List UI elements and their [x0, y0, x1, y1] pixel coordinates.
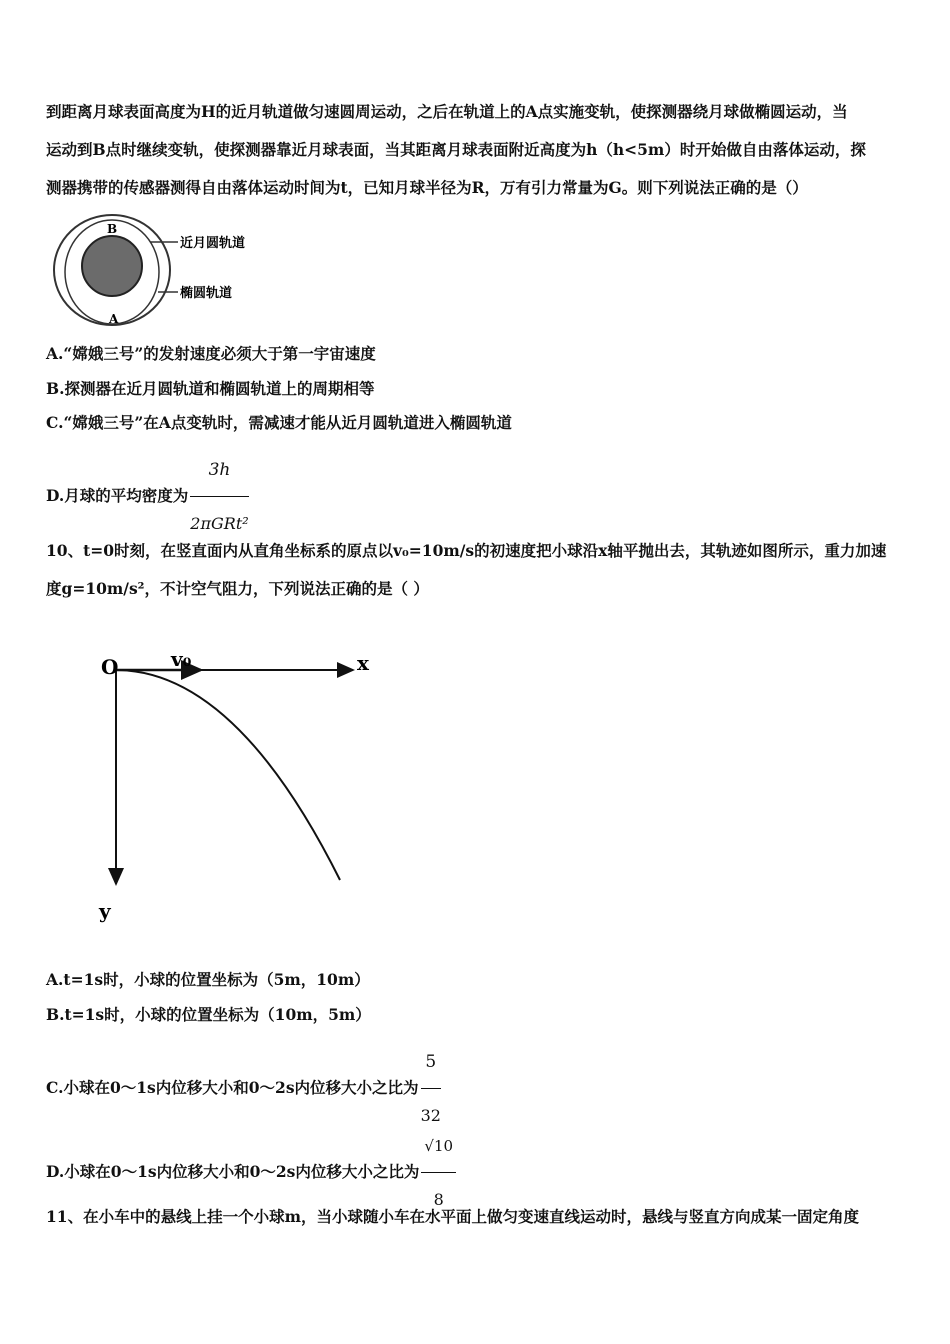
x-axis-label: x [357, 651, 369, 675]
trajectory-diagram [95, 640, 385, 935]
density-fraction [190, 446, 248, 548]
q9-option-c: C.“嫦娥三号”在A点变轨时，需减速才能从近月圆轨道进入椭圆轨道 [46, 413, 512, 432]
point-b-label: B [107, 222, 118, 236]
q9-option-d [46, 446, 908, 548]
fraction-denominator: 8 [433, 1190, 444, 1209]
orbit-diagram [46, 212, 256, 336]
trajectory-curve [116, 670, 340, 880]
q10-option-d-text: D.小球在0～1s内位移大小和0～2s内位移大小之比为 [46, 1162, 420, 1181]
q9-option-b: B.探测器在近月圆轨道和椭圆轨道上的周期相等 [46, 379, 375, 398]
moon-circle [82, 236, 142, 296]
q10-option-a: A.t=1s时，小球的位置坐标为（5m，10m） [46, 970, 370, 989]
q9-text-line-3: 测器携带的传感器测得自由落体运动时间为t，已知月球半径为R，万有引力常量为G。则下列说法正确的是（） [46, 178, 808, 197]
ellipse-orbit-label: 椭圆轨道 [180, 286, 233, 301]
v0-label: v₀ [171, 647, 192, 671]
point-a-label: A [109, 312, 119, 326]
q9-option-a: A.“嫦娥三号”的发射速度必须大于第一宇宙速度 [46, 344, 376, 363]
fraction-denominator: 32 [420, 1106, 441, 1125]
y-axis-label: y [99, 899, 111, 923]
near-orbit-label: 近月圆轨道 [180, 236, 246, 251]
q9-text-line-2: 运动到B点时继续变轨，使探测器靠近月球表面，当其距离月球表面附近高度为h（h<5m）时开始做自由落体运动，探 [46, 140, 866, 159]
q10-option-b: B.t=1s时，小球的位置坐标为（10m，5m） [46, 1005, 371, 1024]
q10-text-line-2: 度g=10m/s²，不计空气阻力，下列说法正确的是（ ） [46, 579, 429, 598]
q10-text-line-1: 10、t=0时刻，在竖直面内从直角坐标系的原点以v₀=10m/s的初速度把小球沿x轴平抛出去，其轨迹如图所示，重力加速 [46, 541, 887, 560]
fraction-numerator: √10 [421, 1122, 456, 1173]
fraction-denominator: 2πGRt² [190, 514, 249, 533]
fraction-numerator: 5 [421, 1038, 441, 1089]
q10-option-c-text: C.小球在0～1s内位移大小和0～2s内位移大小之比为 [46, 1078, 419, 1097]
q9-option-d-text: D.月球的平均密度为 [46, 486, 189, 505]
q9-text-line-1: 到距离月球表面高度为H的近月轨道做匀速圆周运动，之后在轨道上的A点实施变轨，使探测器绕月球做椭圆运动，当 [46, 102, 848, 121]
origin-label: O [101, 655, 119, 679]
fraction-numerator: 3h [190, 446, 248, 497]
q11-text-line-1: 11、在小车中的悬线上挂一个小球m，当小球随小车在水平面上做匀变速直线运动时，悬线与竖直方向成某一固定角度 [46, 1207, 859, 1226]
